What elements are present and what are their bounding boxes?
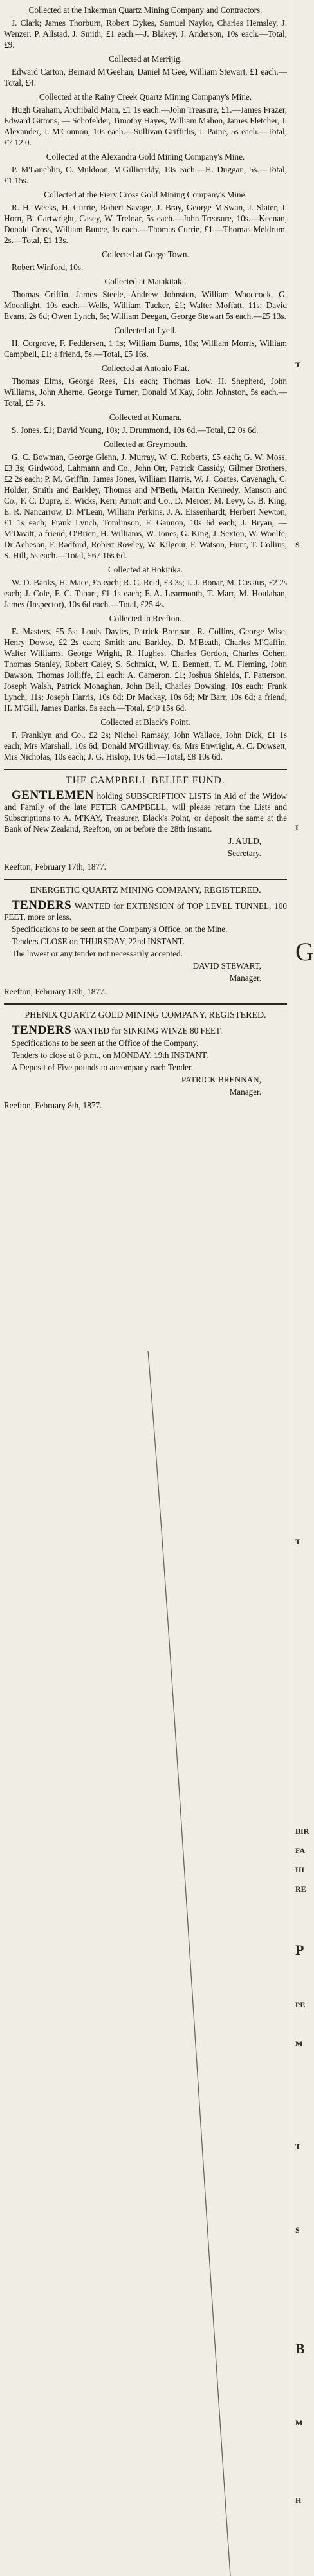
notice-signature-role: Secretary. bbox=[227, 848, 261, 858]
cropped-text-fragment: BIR bbox=[295, 1827, 309, 1836]
subscriber-entry: J. Clark; James Thorburn, Robert Dykes, Samuel Naylor, Charles Hemsley, J. Wenzer, P. Allstad, J. Smith, £1 each.—J. Blakey, J. Anderson, 10s each.—Total, £9. bbox=[4, 18, 287, 50]
subscriber-entry: P. M'Lauchlin, C. Muldoon, M'Gillicuddy, 10s each.—H. Duggan, 5s.—Total, £1 15s. bbox=[4, 165, 287, 185]
cropped-text-fragment: H bbox=[295, 2496, 302, 2505]
notice-dateline: Reefton, February 17th, 1877. bbox=[4, 862, 106, 872]
belief-fund-notice bbox=[4, 775, 287, 872]
notice-closing: Tenders to close at 8 p.m., on MONDAY, 19th INSTANT. bbox=[12, 1050, 208, 1060]
energetic-tender-notice bbox=[4, 885, 287, 997]
cropped-text-fragment: T bbox=[295, 2142, 301, 2151]
notice-deposit: A Deposit of Five pounds to accompany each Tender. bbox=[12, 1063, 193, 1072]
notice-lead-word: GENTLEMEN bbox=[12, 789, 95, 802]
notice-dateline: Reefton, February 13th, 1877. bbox=[4, 987, 106, 996]
collection-heading: Collected at the Alexandra Gold Mining Company's Mine. bbox=[46, 152, 245, 161]
notice-signature-role: Manager. bbox=[229, 973, 261, 983]
subscriber-entry: G. C. Bowman, George Glenn, J. Murray, W. C. Roberts, £5 each; G. W. Moss, £3 3s; Girdwood, Lahmann and Co., John Orr, Patrick Cassidy, Gilmer Brothers, £2 2s each; P. M. Griffin, James Jones, William Harris, W. J. Coates, Cavenagh, C. Holder, Smith and Barkley, Thomas and M'Beth, Martin Kennedy, Manson and Co., F. C. Dupre, E. Wicks, Kerr, Arnott and Co., D. Mercer, M. Levy, G. B. King, E. R. Nancarrow, D. M'Lean, William Perkins, J. A. Eissenhardt, Herbert Newton, £1 1s each; Frank Lynch, Tomlinson, F. Gannon, 10s 6d each; J. Bryan, — M'Davitt, a friend, O'Brien, H. Williams, W. Jones, G. King, J. Sexton, W. Woolfe, Dr Acheson, F. Radford, Robert Rowley, W. Kilgour, F. Watson, Hunt, T. Collins, S. Hill, 5s each.—Total, £67 16s 6d. bbox=[4, 452, 287, 560]
subscriber-entry: S. Jones, £1; David Young, 10s; J. Drummond, 10s 6d.—Total, £2 0s 6d. bbox=[12, 425, 259, 435]
subscriber-entry: Hugh Graham, Archibald Main, £1 1s each.—John Treasure, £1.—James Frazer, Edward Gittons, — Schofelder, Timothy Hayes, William Mahon, James Fletcher, J. Alexander, J. M'Connon, 10s each.—Sullivan Griffiths, J. Paine, 5s each.—Total, £7 12 0. bbox=[4, 105, 287, 147]
collection-heading: Collected at Gorge Town. bbox=[102, 250, 189, 259]
cropped-text-fragment: RE bbox=[295, 1885, 306, 1894]
collection-heading: Collected at Merrijig. bbox=[109, 54, 182, 64]
subscriber-entry: Edward Carton, Bernard M'Geehan, Daniel M'Gee, William Stewart, £1 each.—Total, £4. bbox=[4, 67, 287, 87]
collection-heading: Collected at Black's Point. bbox=[100, 717, 190, 727]
collection-heading: Collected at Antonio Flat. bbox=[101, 363, 190, 373]
cropped-text-fragment: T bbox=[295, 360, 301, 369]
notice-text: WANTED for EXTENSION of TOP LEVEL TUNNEL, 100 FEET, more or less. bbox=[4, 901, 288, 922]
notice-specifications: Specifications to be seen at the Company's Office, on the Mine. bbox=[12, 924, 228, 934]
notice-signature: PATRICK BRENNAN, bbox=[181, 1075, 261, 1084]
cropped-text-fragment: B bbox=[295, 2341, 305, 2357]
notice-text: WANTED for SINKING WINZE 80 FEET. bbox=[73, 1026, 223, 1036]
notice-title: ENERGETIC QUARTZ MINING COMPANY, REGISTERED. bbox=[30, 886, 261, 895]
subscriber-entry: Thomas Elms, George Rees, £1s each; Thomas Low, H. Shepherd, John Williams, John Aherne, George Turner, Donald M'Kay, John Johnston, 5s each.—Total, £5 7s. bbox=[4, 376, 287, 408]
cropped-text-fragment: P bbox=[295, 1942, 304, 1958]
notice-signature-role: Manager. bbox=[229, 1087, 261, 1097]
section-divider bbox=[4, 1003, 287, 1005]
collection-heading: Collected at Lyell. bbox=[114, 325, 177, 335]
phenix-tender-notice bbox=[4, 1010, 287, 1111]
notice-title: THE CAMPBELL BELIEF FUND. bbox=[66, 775, 225, 786]
notice-body bbox=[4, 1025, 287, 1036]
notice-lead-word: TENDERS bbox=[12, 899, 72, 912]
subscriber-entry: R. H. Weeks, H. Currie, Robert Savage, J. Bray, George M'Swan, J. Slater, J. Horn, B. Cartwright, Casey, W. Treloar, 5s each.—John Treasure, 10s.—Keenan, Donald Cross, William Bunce, 1s each.—Thomas Currie, £1.—Thomas Meldrum, 2s.—Total, £1 13s. bbox=[4, 203, 287, 245]
subscriber-entry: Thomas Griffin, James Steele, Andrew Johnston, William Woodcock, G. Moonlight, 10s each.—Wells, William Tucker, £1; Walter Moffatt, 11s; David Evans, 2s 6d; Owen Lynch, 6s; William Deegan, George Stewart 5s each.—£5 13s. bbox=[4, 289, 287, 321]
paper-fold-crease bbox=[148, 1351, 232, 2576]
cropped-text-fragment: M bbox=[295, 2039, 303, 2048]
cropped-text-fragment: I bbox=[295, 823, 299, 832]
notice-lowest-tender: The lowest or any tender not necessarily accepted. bbox=[12, 949, 183, 958]
subscriber-entry: W. D. Banks, H. Mace, £5 each; R. C. Reid, £3 3s; J. J. Bonar, M. Cassius, £2 2s each; J. Cole, F. C. Tabart, £1 1s each; F. A. Learmonth, T. Marr, M. Houlahan, James (Inspector), 10s 6d each.—Total, £25 4s. bbox=[4, 578, 287, 609]
section-divider bbox=[4, 879, 287, 880]
cropped-text-fragment: T bbox=[295, 1537, 301, 1546]
notice-closing: Tenders CLOSE on THURSDAY, 22nd INSTANT. bbox=[12, 936, 185, 946]
main-column bbox=[4, 1, 287, 1112]
collection-heading: Collected at the Rainy Creek Quartz Mining Company's Mine. bbox=[39, 92, 252, 102]
subscriber-entry: F. Franklyn and Co., £2 2s; Nichol Ramsay, John Wallace, John Dick, £1 1s each; Mrs Marshall, 10s 6d; Donald M'Gillivray, 6s; Mrs Enwright, A. C. Dowsett, Mrs Nicholas, 10s each; J. G. Hislop, 10s 6d.—Total, £8 10s 6d. bbox=[4, 730, 287, 762]
collection-heading: Collected at the Fiery Cross Gold Mining Company's Mine. bbox=[44, 190, 247, 199]
notice-specifications: Specifications to be seen at the Office of the Company. bbox=[12, 1038, 199, 1048]
cropped-text-fragment: S bbox=[295, 540, 300, 549]
subscriber-entry: E. Masters, £5 5s; Louis Davies, Patrick Brennan, R. Collins, George Wise, Henry Dowse, £2 2s each; Smith and Barkley, D. M'Beath, Charles M'Caffin, Walter Williams, George Wright, R. Hughes, Charles Gordon, Charles Cohen, Thomas Stanley, Robert Caley, S. Schmidt, W. E. Bennett, T. M. Fleming, John Dawson, Thomas Jolliffe, £1 each; A. Cameron, £1; Joshua Shields, F. Patterson, Joseph Walsh, Patrick Monaghan, John Bell, Charles Dowsing, 10s each; Frank Lynch, 11s; Joseph Harris, 10s 6d; Dr Mackay, 10s 6d; Mr Barr, 10s 6d; a friend, H. M'Gill, James Danks, 5s each.—Total, £40 15s 6d. bbox=[4, 626, 287, 713]
adjacent-column-fragment bbox=[293, 0, 314, 2576]
collection-heading: Collected in Reefton. bbox=[109, 614, 182, 623]
notice-dateline: Reefton, February 8th, 1877. bbox=[4, 1101, 102, 1110]
collection-heading: Collected at Kumara. bbox=[109, 412, 182, 422]
notice-body bbox=[4, 900, 287, 922]
notice-text: holding SUBSCRIPTION LISTS in Aid of the Widow and Family of the late PETER CAMPBELL, will please return the Lists and Subscriptions to A. M'KAY, Treasurer, Black's Point, or deposit the same at the Bank of New Zealand, Reefton, on or before the 28th instant. bbox=[4, 791, 287, 834]
notice-lead-word: TENDERS bbox=[12, 1023, 72, 1037]
cropped-text-fragment: HI bbox=[295, 1865, 305, 1874]
cropped-text-fragment: S bbox=[295, 2225, 300, 2234]
notice-title: PHENIX QUARTZ GOLD MINING COMPANY, REGISTERED. bbox=[24, 1010, 266, 1020]
cropped-text-fragment: FA bbox=[295, 1846, 306, 1855]
collection-heading: Collected at Greymouth. bbox=[103, 439, 187, 449]
collection-heading: Collected at Hokitika. bbox=[107, 565, 183, 574]
notice-signature: J. AULD, bbox=[228, 836, 261, 846]
notice-body bbox=[4, 790, 287, 834]
subscriber-entry: Robert Winford, 10s. bbox=[12, 262, 84, 272]
cropped-text-fragment: M bbox=[295, 2418, 303, 2427]
section-divider bbox=[4, 769, 287, 770]
subscription-list bbox=[4, 5, 287, 762]
notice-signature: DAVID STEWART, bbox=[192, 961, 261, 971]
collection-heading: Collected at Matakitaki. bbox=[104, 277, 187, 286]
collection-heading: Collected at the Inkerman Quartz Mining Company and Contractors. bbox=[28, 5, 263, 15]
cropped-text-fragment: G bbox=[295, 937, 314, 966]
subscriber-entry: H. Corgrove, F. Feddersen, 1 1s; William Burns, 10s; William Morris, William Campbell, £1; a friend, 5s.—Total, £5 16s. bbox=[4, 338, 287, 359]
cropped-text-fragment: PE bbox=[295, 2000, 306, 2009]
